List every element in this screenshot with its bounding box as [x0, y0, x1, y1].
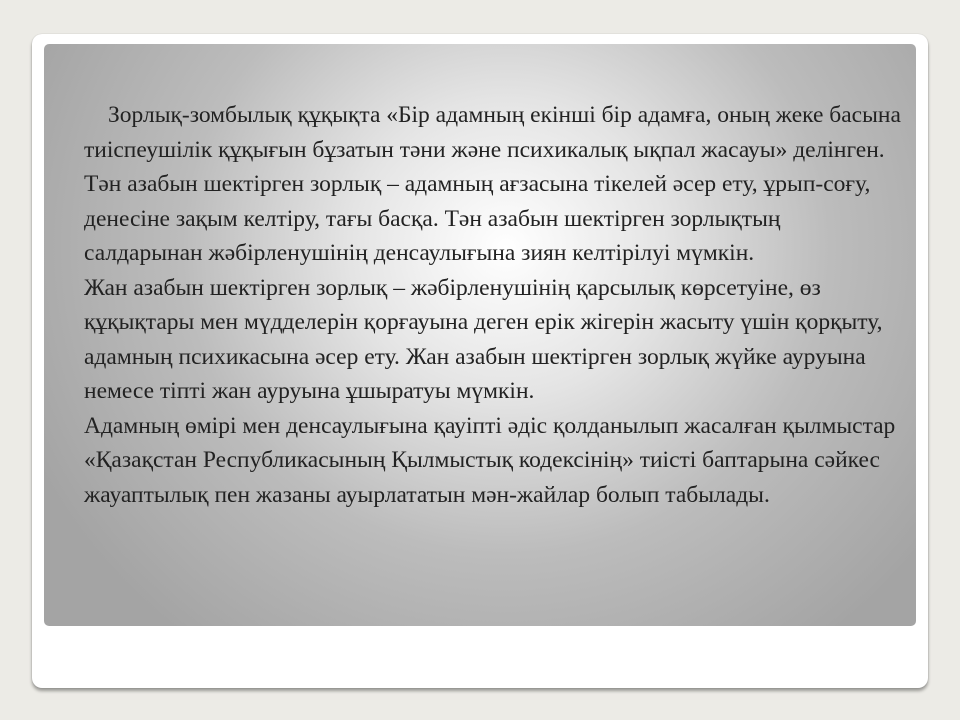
paragraph-2: Тән азабын шектірген зорлық – адамның ағзасына тікелей әсер ету, ұрып-соғу, денесіне зақым келтіру, тағы басқа. Тән азабын шектірген зорлықтың салдарынан жәбірленушінің денсаулығына зиян келтірілуі мүмкін. [84, 171, 871, 266]
slide-body-text [84, 98, 904, 512]
paragraph-3: Жан азабын шектірген зорлық – жәбірленушінің қарсылық көрсетуіне, өз құқықтары мен мүдделерін қорғауына деген ерік жігерін жасыту үшін қорқыту, адамның психикасына әсер ету. Жан азабын шектірген зорлық жүйке ауруына немесе тіпті жан ауруына ұшыратуы мүмкін. [84, 274, 883, 404]
paragraph-1: Зорлық-зомбылық құқықта «Бір адамның екінші бір адамға, оның жеке басына тиіспеушілік құқығын бұзатын тәни және психикалық ықпал жасауы» делінген. [84, 102, 901, 163]
paragraph-4: Адамның өмірі мен денсаулығына қауіпті әдіс қолданылып жасалған қылмыстар «Қазақстан Республикасының Қылмыстық кодексінің» тиісті баптарына сәйкес жауаптылық пен жазаны ауырлататын мән-жайлар болып табылады. [84, 412, 896, 508]
